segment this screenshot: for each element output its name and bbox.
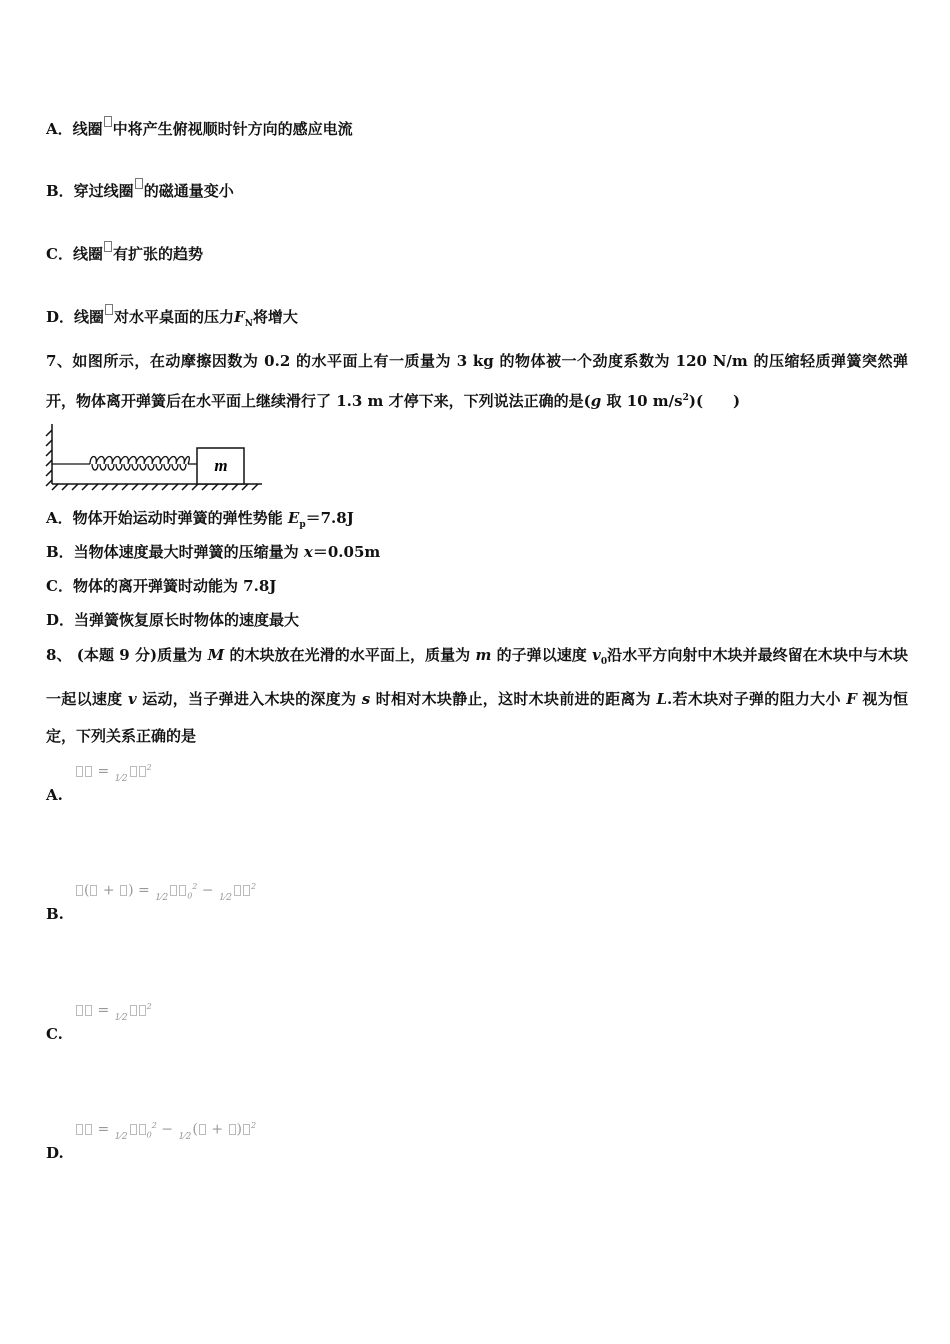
missing-glyph-icon: [139, 1005, 146, 1016]
q6-option-b-text: 的磁通量变小: [143, 182, 234, 200]
equals-sign: =: [97, 763, 110, 780]
q8-stem: [46, 637, 908, 755]
q7-option-b-prefix: B．当物体速度最大时弹簧的压缩量为: [46, 543, 304, 561]
missing-glyph-icon: [104, 116, 112, 127]
square-exponent: 2: [146, 1002, 152, 1011]
q8-stem-text: 的木块放在光滑的水平面上，质量为: [224, 646, 476, 664]
q7-option-b: [46, 542, 380, 562]
paren: (: [192, 1121, 198, 1138]
paren: (: [84, 882, 90, 899]
missing-glyph-icon: [139, 1124, 146, 1135]
missing-glyph-icon: [130, 1124, 137, 1135]
q7-stem-part3: )( ): [688, 392, 741, 410]
missing-glyph-icon: [243, 885, 250, 896]
missing-glyph-icon: [130, 1005, 137, 1016]
equals-sign: =: [138, 882, 150, 899]
missing-glyph-icon: [85, 1124, 92, 1135]
q8-var-M: M: [207, 646, 225, 664]
half-fraction: 1⁄2: [219, 892, 232, 903]
missing-glyph-icon: [76, 1005, 83, 1016]
q8-formula-d: [75, 1121, 256, 1142]
floor: [52, 484, 262, 490]
q8-var-m: m: [475, 646, 492, 664]
paren: ): [236, 1121, 242, 1138]
missing-glyph-icon: [105, 304, 113, 315]
q6-option-d-sub: N: [244, 319, 253, 329]
q8-var-F: F: [846, 690, 857, 708]
missing-glyph-icon: [76, 766, 83, 777]
q7-stem-part2: 取 10 m/s: [601, 392, 683, 410]
square-exponent: 2: [192, 882, 198, 891]
q8-option-d-label: D.: [46, 1144, 64, 1162]
q7-spring-figure: [40, 420, 270, 494]
q8-stem-text: 沿水平方向射中木块并最终留在木块中与木块一起以速度: [46, 646, 908, 708]
missing-glyph-icon: [139, 766, 146, 777]
q8-var-s: s: [361, 690, 371, 708]
square-exponent: 2: [250, 882, 257, 891]
plus-sign: +: [211, 1121, 224, 1138]
square-exponent: 2: [250, 1121, 257, 1130]
equals-sign: =: [97, 1002, 110, 1019]
q6-option-a: [46, 116, 353, 139]
missing-glyph-icon: [85, 766, 92, 777]
q7-stem: [46, 343, 908, 420]
q8-stem-text: 运动，当子弹进入木块的深度为: [136, 690, 362, 708]
plus-sign: +: [102, 882, 115, 899]
missing-glyph-icon: [135, 178, 143, 189]
q6-option-c: [46, 241, 203, 264]
q8-option-c-label: C.: [46, 1025, 63, 1043]
q8-var-v: v: [127, 690, 137, 708]
q7-option-d: D．当弹簧恢复原长时物体的速度最大: [46, 611, 300, 629]
q8-stem-text: .若木块对子弹的阻力大小: [667, 690, 847, 708]
q8-var-v0-sub: 0: [600, 657, 608, 667]
q7-stem-g: g: [590, 392, 602, 410]
missing-glyph-icon: [179, 885, 186, 896]
q8-formula-b: [75, 882, 256, 903]
half-fraction: 1⁄2: [178, 1131, 192, 1142]
block-label: m: [214, 456, 228, 475]
paren: ): [128, 882, 134, 899]
minus-sign: −: [201, 882, 214, 899]
q7-option-a-sub: p: [299, 520, 306, 530]
q6-option-b: [46, 178, 234, 201]
q6-option-d-text: 对水平桌面的压力: [114, 308, 235, 326]
q8-stem-text: 8、 (本题 9 分)质量为: [46, 646, 208, 664]
q6-option-c-text: 有扩张的趋势: [112, 245, 203, 263]
square-exponent: 2: [146, 763, 152, 772]
q8-stem-text: 视为恒定，下列关系正确的是: [46, 690, 908, 745]
q6-option-c-prefix: C．线圈: [46, 245, 103, 263]
q8-var-v0: v: [592, 646, 601, 664]
q7-option-c: C．物体的离开弹簧时动能为 7.8J: [46, 577, 277, 595]
zero-subscript: 0: [187, 891, 193, 901]
q6-option-a-prefix: A．线圈: [46, 120, 103, 138]
half-fraction: 1⁄2: [114, 1131, 128, 1142]
q7-stem-sup: 2: [682, 393, 689, 403]
q8-var-L: L: [656, 690, 668, 708]
missing-glyph-icon: [229, 1124, 236, 1135]
q7-option-a-var: E: [287, 509, 300, 527]
half-fraction: 1⁄2: [155, 892, 169, 903]
q7-option-a-value: ＝7.8J: [305, 509, 354, 527]
missing-glyph-icon: [130, 766, 137, 777]
q8-formula-c: [75, 1002, 152, 1023]
q7-option-b-value: ＝0.05m: [312, 543, 381, 561]
missing-glyph-icon: [76, 885, 83, 896]
missing-glyph-icon: [234, 885, 241, 896]
half-fraction: 1⁄2: [114, 773, 128, 784]
missing-glyph-icon: [199, 1124, 206, 1135]
q6-option-d-var: F: [234, 308, 245, 326]
q8-option-b-label: B.: [46, 905, 64, 923]
minus-sign: −: [161, 1121, 173, 1138]
missing-glyph-icon: [90, 885, 97, 896]
half-fraction: 1⁄2: [114, 1012, 128, 1023]
q7-option-a: [46, 508, 354, 535]
square-exponent: 2: [151, 1121, 157, 1130]
q8-stem-text: 时相对木块静止，这时木块前进的距离为: [370, 690, 657, 708]
spring: [52, 457, 197, 471]
wall: [46, 424, 52, 486]
missing-glyph-icon: [170, 885, 177, 896]
zero-subscript: 0: [146, 1130, 152, 1140]
q7-option-a-prefix: A．物体开始运动时弹簧的弹性势能: [46, 509, 288, 527]
q6-option-d-suffix: 将增大: [252, 308, 298, 326]
q6-option-d: [46, 304, 298, 334]
q6-option-b-prefix: B．穿过线圈: [46, 182, 134, 200]
missing-glyph-icon: [76, 1124, 83, 1135]
missing-glyph-icon: [85, 1005, 92, 1016]
missing-glyph-icon: [104, 241, 112, 252]
missing-glyph-icon: [120, 885, 127, 896]
q6-option-a-text: 中将产生俯视顺时针方向的感应电流: [112, 120, 353, 138]
q8-stem-text: 的子弹以速度: [491, 646, 593, 664]
q8-option-a-label: A.: [46, 786, 63, 804]
q7-option-b-var: x: [303, 543, 313, 561]
equals-sign: =: [97, 1121, 110, 1138]
q8-formula-a: [75, 763, 152, 784]
q6-option-d-prefix: D．线圈: [46, 308, 105, 326]
missing-glyph-icon: [243, 1124, 250, 1135]
q7-stem-part1: 7、如图所示，在动摩擦因数为 0.2 的水平面上有一质量为 3 kg 的物体被一个劲度系数为 120 N/m 的压缩轻质弹簧突然弹开，物体离开弹簧后在水平面上继续滑行了 1.3 m 才停下来，下列说法正确的是(: [46, 352, 908, 410]
